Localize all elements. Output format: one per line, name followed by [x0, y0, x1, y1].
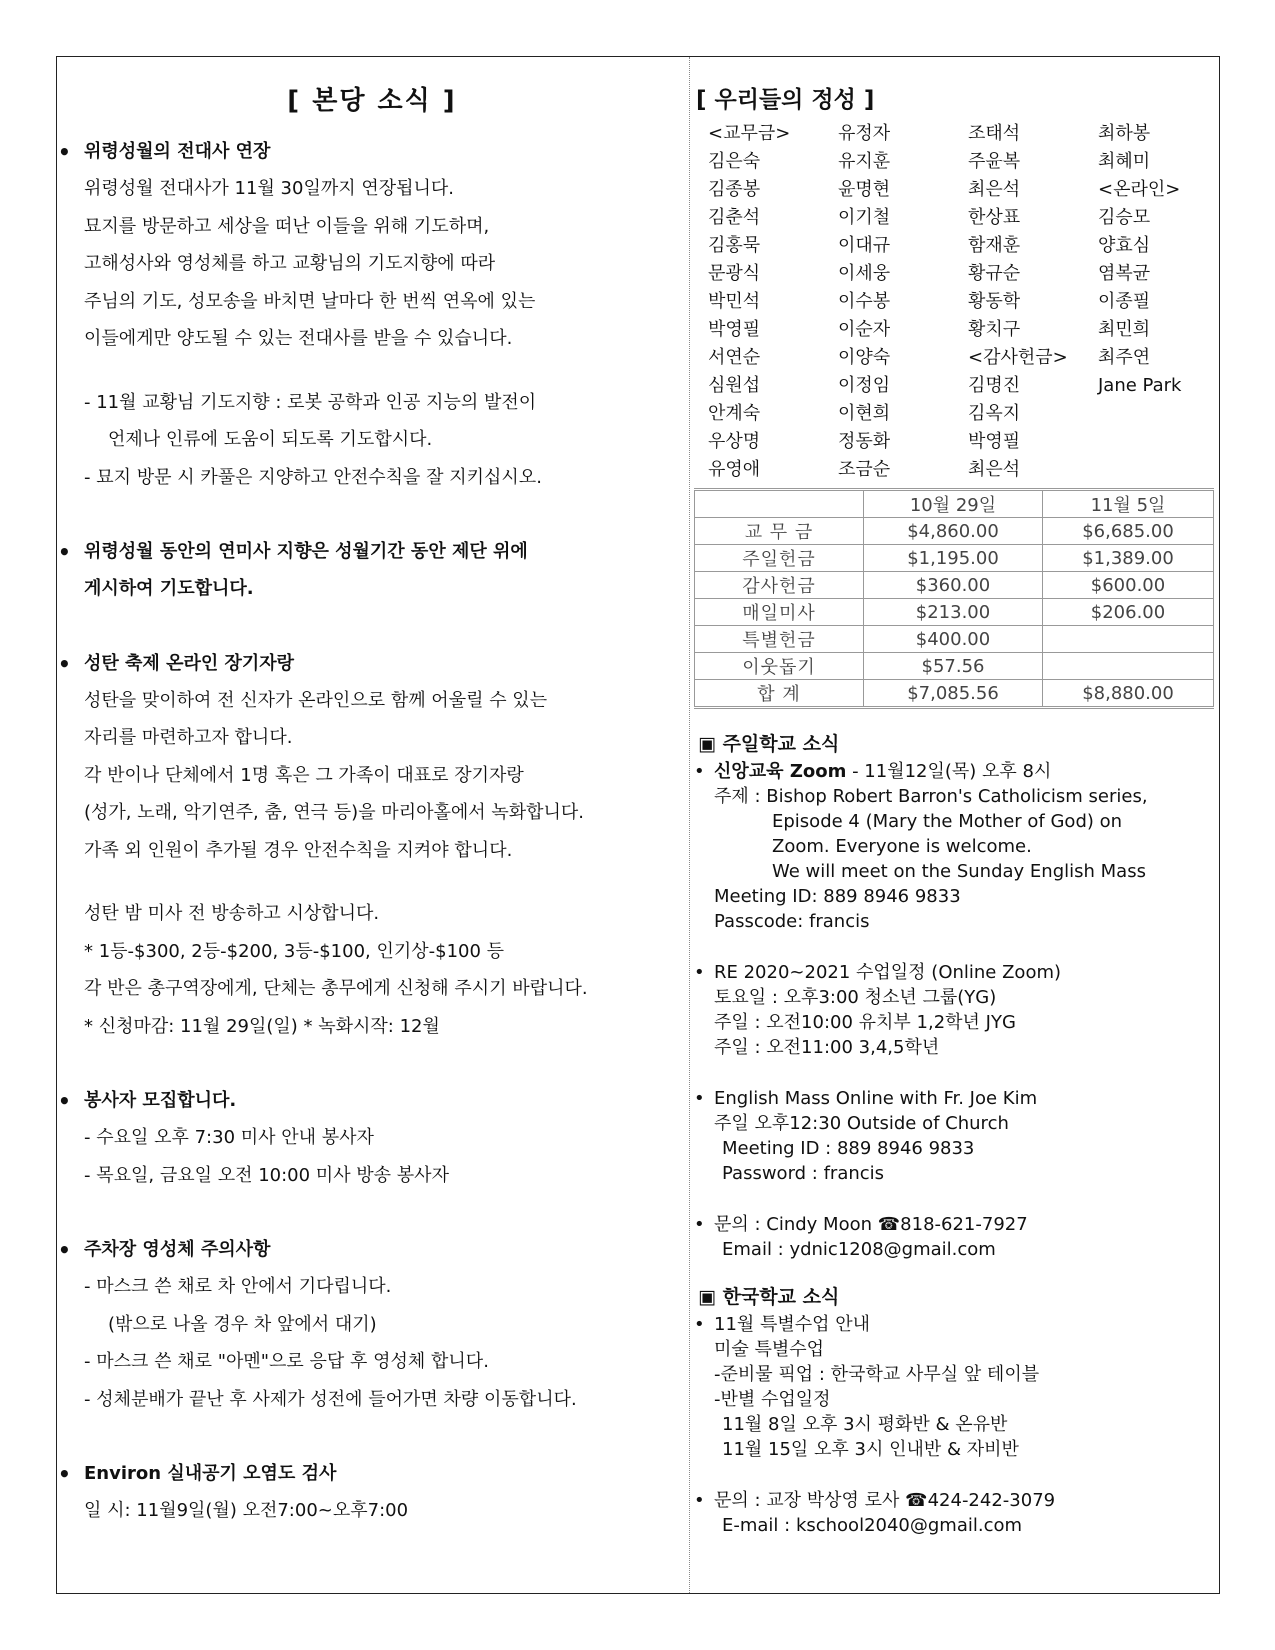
faith-zoom-time: - 11월12일(목) 오후 8시	[846, 761, 1052, 782]
text-line: - 성체분배가 끝난 후 사제가 성전에 들어가면 차량 이동합니다.	[84, 1388, 577, 1410]
text-line: 주일 오후12:30 Outside of Church	[714, 1113, 1009, 1134]
donor-name: 정동화	[838, 431, 891, 452]
text-line: • 11월 특별수업 안내	[694, 1312, 1214, 1337]
text-line: - 마스크 쓴 채로 차 안에서 기다립니다.	[84, 1276, 392, 1297]
donor-name: 이세웅	[838, 263, 891, 284]
table-row	[695, 545, 1214, 572]
donor-name	[1098, 400, 1228, 428]
news-memorial-mass	[58, 534, 686, 608]
section-heading: • 봉사자 모집합니다.	[58, 1083, 686, 1119]
donor-name: <온라인>	[1098, 179, 1181, 200]
donor-name: 함재훈	[968, 235, 1021, 256]
donor-name: 김홍묵	[708, 235, 761, 256]
table-cell: 감사헌금	[695, 572, 864, 599]
donor-name: 유영애	[708, 459, 761, 480]
text-line: -반별 수업일정	[714, 1389, 831, 1410]
parish-news-title: [ 본당 소식 ]	[287, 86, 457, 116]
text-line: Meeting ID : 889 8946 9833	[722, 1138, 975, 1159]
text-line: 묘지를 방문하고 세상을 떠난 이들을 위해 기도하며,	[84, 215, 490, 237]
text-line: 각 반이나 단체에서 1명 혹은 그 가족이 대표로 장기자랑	[84, 764, 524, 786]
donor-name: <감사헌금>	[968, 347, 1068, 368]
table-cell: $8,880.00	[1043, 680, 1214, 708]
donor-name: 이순자	[838, 319, 891, 340]
text-line: * 신청마감: 11월 29일(일) * 녹화시작: 12월	[84, 1015, 440, 1037]
table-row	[695, 518, 1214, 545]
text-line: 가족 외 인원이 추가될 경우 안전수칙을 지켜야 합니다.	[84, 839, 513, 861]
donor-name: 최주연	[1098, 347, 1151, 368]
finance-table	[694, 488, 1214, 709]
donor-name: 서연순	[708, 347, 761, 368]
table-cell: 합 계	[695, 680, 864, 708]
donor-name: <교무금>	[708, 123, 791, 144]
table-cell: $360.00	[864, 572, 1043, 599]
table-cell: $600.00	[1043, 572, 1214, 599]
donor-name: 이종필	[1098, 291, 1151, 312]
section-heading: • 주차장 영성체 주의사항	[58, 1232, 686, 1268]
table-cell: $1,195.00	[864, 545, 1043, 572]
note-line: 언제나 인류에 도움이 되도록 기도합시다.	[108, 429, 433, 450]
table-row	[695, 653, 1214, 680]
section-heading: • Environ 실내공기 오염도 검사	[58, 1456, 686, 1492]
table-cell: 주일헌금	[695, 545, 864, 572]
sunday-school-block	[694, 759, 1214, 1262]
text-line: - 마스크 쓴 채로 "아멘"으로 응답 후 영성체 합니다.	[84, 1351, 489, 1372]
table-cell: $213.00	[864, 599, 1043, 626]
meeting-id: Meeting ID: 889 8946 9833	[714, 886, 961, 907]
table-cell	[1043, 626, 1214, 653]
table-cell: $206.00	[1043, 599, 1214, 626]
text-line: 성탄 밤 미사 전 방송하고 시상합니다.	[84, 903, 380, 924]
donor-name: 심원섭	[708, 375, 761, 396]
donor-name: 문광식	[708, 263, 761, 284]
donor-name: 김종봉	[708, 179, 761, 200]
offerings-column	[694, 80, 1214, 1538]
table-cell: 매일미사	[695, 599, 864, 626]
table-cell: 이웃돕기	[695, 653, 864, 680]
donor-name: 최은석	[968, 459, 1021, 480]
donor-name: 황치구	[968, 319, 1021, 340]
donor-name: 이양숙	[838, 347, 891, 368]
donor-name: 윤명현	[838, 179, 891, 200]
donor-name: 조금순	[838, 459, 891, 480]
donor-name: 안계숙	[708, 403, 761, 424]
table-cell: $1,389.00	[1043, 545, 1214, 572]
text-line: 이들에게만 양도될 수 있는 전대사를 받을 수 있습니다.	[84, 328, 513, 349]
table-cell: 교 무 금	[695, 518, 864, 545]
text-line: * 1등-$300, 2등-$200, 3등-$100, 인기상-$100 등	[84, 940, 505, 962]
table-cell: $400.00	[864, 626, 1043, 653]
email-line: Email : ydnic1208@gmail.com	[722, 1239, 996, 1260]
table-cell: $7,085.56	[864, 680, 1043, 708]
donor-name: Jane Park	[1098, 375, 1182, 396]
table-row	[695, 626, 1214, 653]
text-line: Episode 4 (Mary the Mother of God) on	[772, 811, 1123, 832]
donor-name	[1098, 428, 1228, 456]
text-line: 주님의 기도, 성모송을 바치면 날마다 한 번씩 연옥에 있는	[84, 290, 536, 312]
text-line: Zoom. Everyone is welcome.	[772, 836, 1032, 857]
table-row	[695, 572, 1214, 599]
contact-line: • 문의 : Cindy Moon ☎818-621-7927	[694, 1212, 1214, 1237]
donor-name: 황규순	[968, 263, 1021, 284]
donor-name: 박영필	[708, 319, 761, 340]
english-mass-heading: • English Mass Online with Fr. Joe Kim	[694, 1086, 1214, 1111]
donor-name: 유지훈	[838, 151, 891, 172]
news-christmas-talent	[58, 646, 686, 1046]
news-indulgence	[58, 134, 686, 496]
table-cell	[1043, 653, 1214, 680]
column-divider	[689, 57, 690, 1593]
text-line: 주일 : 오전10:00 유치부 1,2학년 JYG	[714, 1012, 1016, 1033]
donor-name: 염복균	[1098, 263, 1151, 284]
text-line: We will meet on the Sunday English Mass	[772, 861, 1146, 882]
re-schedule-heading: • RE 2020~2021 수업일정 (Online Zoom)	[694, 960, 1214, 985]
sunday-school-title: ▣ 주일학교 소식	[698, 733, 840, 755]
donor-name: 주윤복	[968, 151, 1021, 172]
donor-name: 이기철	[838, 207, 891, 228]
donor-name: 김승모	[1098, 207, 1151, 228]
donor-name: 이정임	[838, 375, 891, 396]
text-line: 11월 15일 오후 3시 인내반 & 자비반	[722, 1439, 1019, 1460]
text-line: 위령성월 전대사가 11월 30일까지 연장됩니다.	[84, 178, 455, 199]
donor-name: 김춘석	[708, 207, 761, 228]
text-line: 성탄을 맞이하여 전 신자가 온라인으로 함께 어울릴 수 있는	[84, 689, 548, 711]
donor-name: 양효심	[1098, 235, 1151, 256]
news-air-test	[58, 1456, 686, 1530]
donor-name: 최혜미	[1098, 151, 1151, 172]
text-line: 일 시: 11월9일(월) 오전7:00~오후7:00	[84, 1500, 409, 1521]
text-line: 미술 특별수업	[714, 1339, 825, 1360]
table-header-cell	[695, 490, 864, 518]
donor-name: 김옥지	[968, 403, 1021, 424]
faith-zoom-heading: 신앙교육 Zoom	[714, 761, 847, 782]
donor-name: 최은석	[968, 179, 1021, 200]
text-line: 11월 8일 오후 3시 평화반 & 온유반	[722, 1414, 1008, 1435]
text-line: Password : francis	[722, 1163, 885, 1184]
donor-name: 최하봉	[1098, 123, 1151, 144]
table-header-cell: 10월 29일	[864, 490, 1043, 518]
offerings-title: [ 우리들의 정성 ]	[696, 87, 875, 113]
donor-name: 한상표	[968, 207, 1021, 228]
text-line: 주제 : Bishop Robert Barron's Catholicism series,	[714, 786, 1148, 807]
text-line: (밖으로 나올 경우 차 앞에서 대기)	[108, 1313, 377, 1335]
donor-name: 박민석	[708, 291, 761, 312]
news-parking-communion	[58, 1232, 686, 1418]
news-volunteers	[58, 1083, 686, 1194]
section-heading: • 위령성월의 전대사 연장	[58, 134, 686, 170]
donor-name: 우상명	[708, 431, 761, 452]
table-header-row	[695, 490, 1214, 518]
donor-name: 최민희	[1098, 319, 1151, 340]
korean-school-block	[694, 1312, 1214, 1538]
email-line: E-mail : kschool2040@gmail.com	[722, 1515, 1023, 1536]
text-line: 토요일 : 오후3:00 청소년 그룹(YG)	[714, 987, 997, 1008]
korean-school-title: ▣ 한국학교 소식	[698, 1286, 840, 1308]
donor-name: 김은숙	[708, 151, 761, 172]
text-line: 주일 : 오전11:00 3,4,5학년	[714, 1037, 940, 1058]
donor-name: 김명진	[968, 375, 1021, 396]
donor-name	[1098, 456, 1228, 484]
table-header-cell: 11월 5일	[1043, 490, 1214, 518]
note-line: - 11월 교황님 기도지향 : 로봇 공학과 인공 지능의 발전이	[84, 391, 537, 413]
text-line: 고해성사와 영성체를 하고 교황님의 기도지향에 따라	[84, 253, 496, 274]
donor-name: 이수봉	[838, 291, 891, 312]
text-line: -준비물 픽업 : 한국학교 사무실 앞 테이블	[714, 1364, 1040, 1385]
contact-line: • 문의 : 교장 박상영 로사 ☎424-242-3079	[694, 1488, 1214, 1513]
passcode: Passcode: francis	[714, 911, 870, 932]
donor-name: 조태석	[968, 123, 1021, 144]
text-line: - 목요일, 금요일 오전 10:00 미사 방송 봉사자	[84, 1164, 449, 1186]
table-cell: 특별헌금	[695, 626, 864, 653]
note-line: - 묘지 방문 시 카풀은 지양하고 안전수칙을 잘 지키십시오.	[84, 466, 542, 488]
text-line: 각 반은 총구역장에게, 단체는 총무에게 신청해 주시기 바랍니다.	[84, 978, 588, 999]
donor-name: 박영필	[968, 431, 1021, 452]
section-heading: • 위령성월 동안의 연미사 지향은 성월기간 동안 제단 위에	[58, 534, 686, 570]
table-cell: $6,685.00	[1043, 518, 1214, 545]
section-heading: • 성탄 축제 온라인 장기자랑	[58, 646, 686, 682]
table-cell: $4,860.00	[864, 518, 1043, 545]
donor-name: 이현희	[838, 403, 891, 424]
text-line: 자리를 마련하고자 합니다.	[84, 727, 293, 748]
donor-names-grid	[694, 120, 1214, 484]
table-cell: $57.56	[864, 653, 1043, 680]
table-row	[695, 599, 1214, 626]
donor-name: 유정자	[838, 123, 891, 144]
section-heading-cont: 게시하여 기도합니다.	[84, 578, 254, 599]
table-row	[695, 680, 1214, 708]
donor-name: 이대규	[838, 235, 891, 256]
text-line: (성가, 노래, 악기연주, 춤, 연극 등)을 마리아홀에서 녹화합니다.	[84, 802, 585, 823]
text-line: - 수요일 오후 7:30 미사 안내 봉사자	[84, 1127, 374, 1148]
donor-name: 황동학	[968, 291, 1021, 312]
parish-news-column	[58, 80, 686, 1530]
